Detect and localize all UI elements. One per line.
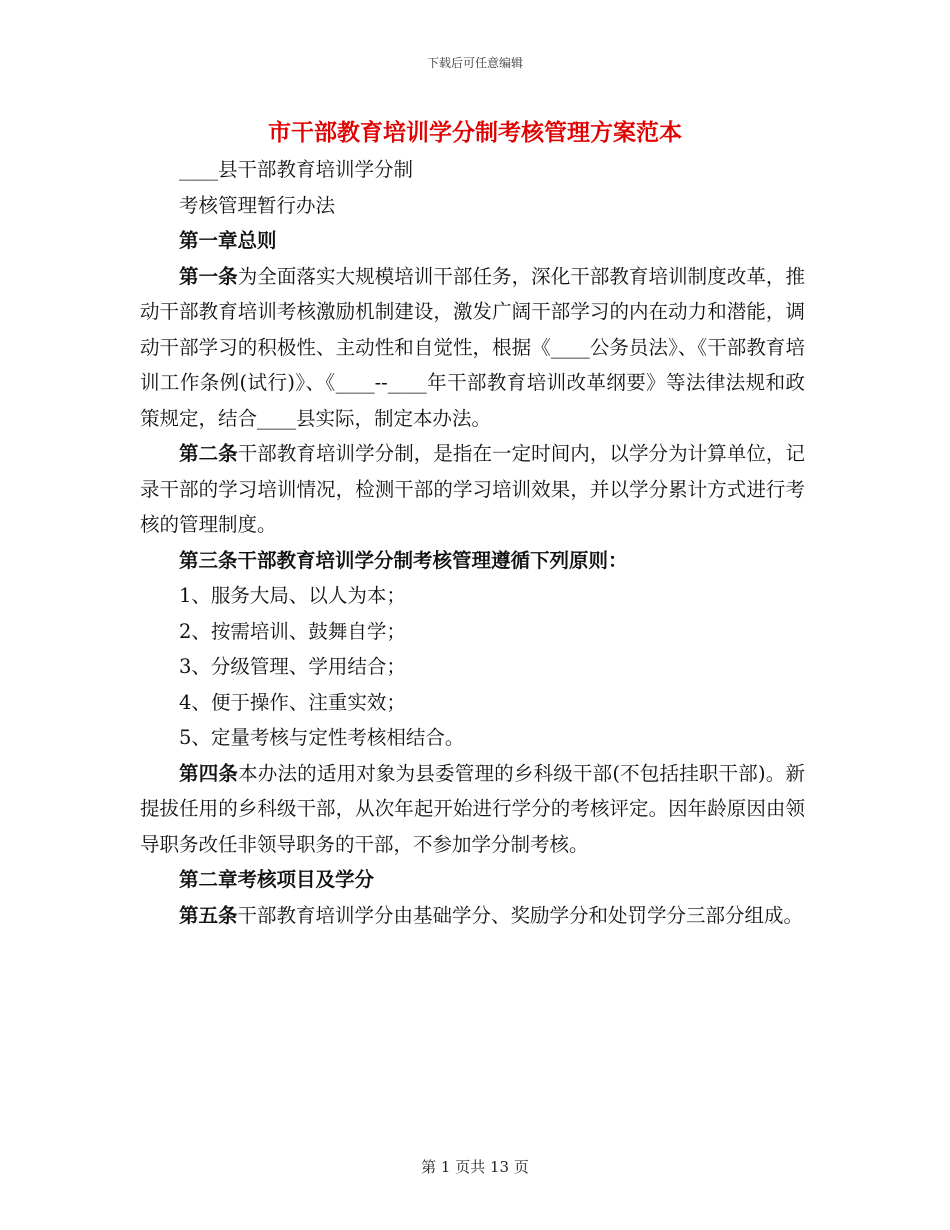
article-5-text: 干部教育培训学分由基础学分、奖励学分和处罚学分三部分组成。: [237, 903, 804, 927]
article-4: [140, 756, 805, 863]
subtitle-line-1: ____县干部教育培训学分制: [179, 158, 414, 181]
article-2: [140, 436, 805, 543]
article-1-label: 第一条: [179, 264, 238, 288]
article-1-text: 为全面落实大规模培训干部任务，深化干部教育培训制度改革，推动干部教育培训考核激励机制建设，激发广阔干部学习的内在动力和潜能，调动干部学习的积极性、主动性和自觉性，根据《____公务员法》、《干部教育培训工作条例(试行)》、《____--____年干部教育培训改革纲要》等法律法规和政策规定，结合____县实际，制定本办法。: [140, 264, 805, 430]
article-5-label: 第五条: [179, 903, 238, 927]
principle-item: 4、便于操作、注重实效；: [179, 690, 406, 714]
chapter-2-heading: 第二章考核项目及学分: [179, 868, 375, 891]
article-4-text: 本办法的适用对象为县委管理的乡科级干部(不包括挂职干部)。新提拔任用的乡科级干部，从次年起开始进行学分的考核评定。因年龄原因由领导职务改任非领导职务的干部，不参加学分制考核。: [140, 761, 805, 856]
article-3-heading: 第三条干部教育培训学分制考核管理遵循下列原则：: [179, 548, 628, 572]
page-footer: 第 1 页共 13 页: [421, 1158, 529, 1176]
principle-item: 2、按需培训、鼓舞自学；: [179, 619, 406, 643]
article-2-text: 干部教育培训学分制，是指在一定时间内，以学分为计算单位，记录干部的学习培训情况，检测干部的学习培训效果，并以学分累计方式进行考核的管理制度。: [140, 442, 805, 536]
principle-item: 5、定量考核与定性考核相结合。: [179, 726, 465, 749]
article-5: [140, 898, 805, 934]
principle-item: 3、分级管理、学用结合；: [179, 655, 406, 678]
article-1: [140, 259, 805, 437]
document-title: 市干部教育培训学分制考核管理方案范本: [268, 120, 682, 146]
chapter-1-heading: 第一章总则: [179, 229, 277, 252]
article-2-label: 第二条: [179, 442, 238, 465]
article-4-label: 第四条: [179, 761, 239, 785]
principle-item: 1、服务大局、以人为本；: [179, 584, 406, 607]
header-note: 下载后可任意编辑: [426, 56, 523, 70]
subtitle-line-2: 考核管理暂行办法: [179, 193, 336, 217]
document-body: [140, 152, 805, 933]
